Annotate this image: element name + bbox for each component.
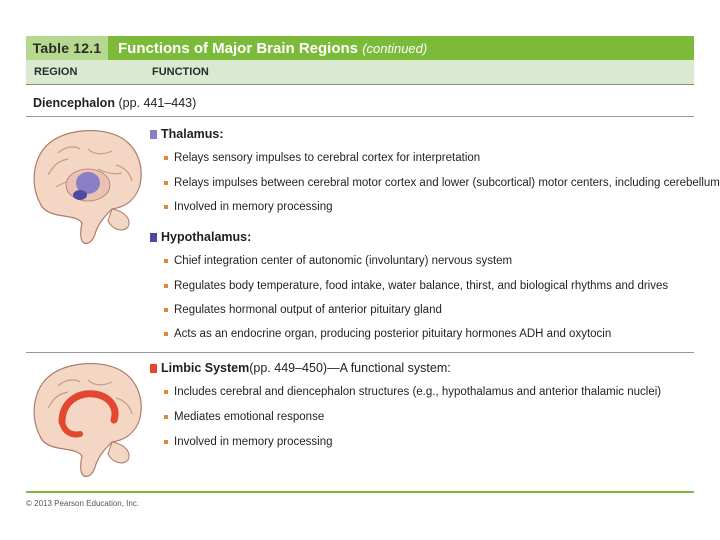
- hypothalamus-color-swatch: [150, 233, 157, 242]
- bullet-icon: [164, 205, 168, 209]
- bullet-icon: [164, 156, 168, 160]
- region-title: [33, 96, 196, 110]
- region-divider: [26, 116, 694, 117]
- limbic-label-rest: (pp. 449–450)—A functional system:: [249, 361, 451, 375]
- thalamus-color-swatch: [150, 130, 157, 139]
- limbic-color-swatch: [150, 364, 157, 373]
- bullet-icon: [164, 390, 168, 394]
- bullet-icon: [164, 308, 168, 312]
- table-title-continued: (continued): [362, 40, 428, 56]
- bullet-icon: [164, 284, 168, 288]
- bullet-icon: [164, 415, 168, 419]
- list-item: Regulates body temperature, food intake, water balance, thirst, and biological rhythms and drives: [164, 280, 668, 292]
- list-item: Chief integration center of autonomic (involuntary) nervous system: [164, 255, 512, 267]
- table-title: [118, 40, 427, 57]
- thalamus-heading: [150, 127, 224, 141]
- bullet-icon: [164, 259, 168, 263]
- table-title-bar: [26, 36, 694, 60]
- column-header-region: REGION: [34, 66, 78, 78]
- region-pages: (pp. 441–443): [118, 96, 197, 110]
- list-item: Acts as an endocrine organ, producing posterior pituitary hormones ADH and oxytocin: [164, 328, 611, 340]
- column-header-row: [26, 60, 694, 85]
- bullet-icon: [164, 181, 168, 185]
- bullet-icon: [164, 332, 168, 336]
- brain-diencephalon-illustration: [28, 125, 146, 247]
- list-item: Relays sensory impulses to cerebral cortex for interpretation: [164, 152, 480, 164]
- section-divider: [26, 352, 694, 353]
- hypothalamus-heading: [150, 230, 251, 244]
- region-name: Diencephalon: [33, 96, 115, 110]
- column-header-function: FUNCTION: [152, 66, 209, 78]
- table-title-text: Functions of Major Brain Regions: [118, 39, 359, 57]
- copyright-notice: © 2013 Pearson Education, Inc.: [26, 499, 140, 508]
- list-item: Involved in memory processing: [164, 436, 333, 448]
- footer-divider: [26, 491, 694, 493]
- bullet-icon: [164, 440, 168, 444]
- limbic-heading: [150, 361, 451, 375]
- hypothalamus-label: Hypothalamus:: [161, 230, 252, 244]
- hypothalamus-highlight: [73, 190, 87, 200]
- list-item: Relays impulses between cerebral motor cortex and lower (subcortical) motor centers, including cerebellum: [164, 177, 720, 189]
- thalamus-label: Thalamus:: [161, 127, 224, 141]
- list-item: Mediates emotional response: [164, 411, 324, 423]
- brain-limbic-illustration: [28, 358, 146, 480]
- table-number-label: Table 12.1: [26, 36, 108, 60]
- list-item: Regulates hormonal output of anterior pituitary gland: [164, 304, 442, 316]
- list-item: Includes cerebral and diencephalon structures (e.g., hypothalamus and anterior thalamic nuclei): [164, 386, 661, 398]
- list-item: Involved in memory processing: [164, 201, 333, 213]
- limbic-label: Limbic System: [161, 361, 250, 375]
